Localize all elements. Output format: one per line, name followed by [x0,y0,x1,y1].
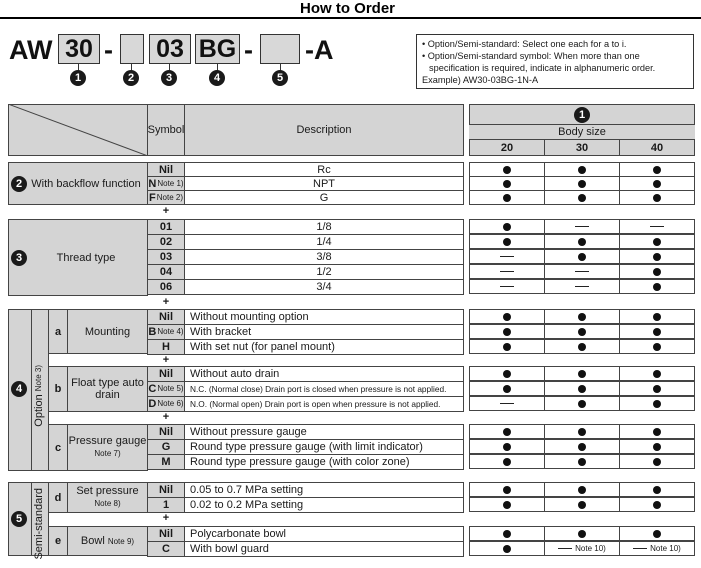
symbol-cell [147,439,185,455]
header-body-size: Body size [469,124,695,140]
symbol-text: Nil [158,426,174,438]
plus-sign: + [162,205,170,217]
available-dot-icon [578,486,586,494]
option-label: Option [33,394,45,427]
availability-cell [544,162,620,177]
availability-cell [544,264,620,279]
dash-note: Note 10) [650,543,681,553]
availability-cell [544,381,620,396]
available-dot-icon [503,385,511,393]
symbol-text: 03 [159,251,173,263]
header-symbol: Symbol [147,104,185,156]
available-dot-icon [503,428,511,436]
available-dot-icon [503,486,511,494]
availability-cell [544,454,620,469]
option-vertical-label [33,365,45,427]
symbol-text: Nil [158,528,174,540]
availability-cell [619,234,695,249]
semi-d-label-cell [67,482,148,513]
marker-3-icon: 3 [161,70,177,86]
note-box [416,34,694,89]
backflow-desc-rc: Rc [184,162,464,177]
symbol-text: H [162,341,170,353]
available-dot-icon [653,486,661,494]
description-cell: 1/8 [184,219,464,235]
symbol-note: Note 2) [156,192,183,202]
description-cell: N.O. (Normal open) Drain port is open when pressure is not applied. [184,396,464,412]
availability-cell [469,339,545,354]
semi-d-label [68,485,147,510]
available-dot-icon [503,223,511,231]
availability-cell [619,176,695,191]
unavailable-dash-icon [633,548,647,549]
availability-cell [544,396,620,411]
availability-cell [619,454,695,469]
availability-cell [469,454,545,469]
available-dot-icon [503,194,511,202]
description-cell: Without mounting option [184,309,464,325]
availability-cell [469,439,545,454]
availability-cell [619,190,695,205]
symbol-cell [147,482,185,498]
semi-e-label-cell [67,526,148,556]
availability-cell [619,482,695,497]
availability-cell [469,497,545,512]
symbol-cell [147,526,185,542]
backflow-desc-npt: NPT [184,176,464,191]
thread-label: Thread type [56,251,116,264]
symbol-cell [147,381,185,397]
description-cell: 3/4 [184,279,464,295]
code-box-1: 30 [58,34,100,64]
unavailable-dash-icon [500,256,514,257]
symbol-cell [147,339,185,355]
available-dot-icon [578,400,586,408]
unavailable-dash-icon [500,286,514,287]
symbol-text: D [148,398,157,410]
symbol-cell [147,454,185,470]
plus-sign: + [162,411,170,423]
available-dot-icon [653,443,661,451]
symbol-note: Note 4) [157,327,184,336]
semi-e-label-note: Note 9) [107,536,135,546]
code-box-2 [120,34,144,64]
available-dot-icon [503,443,511,451]
available-dot-icon [653,313,661,321]
symbol-cell [147,309,185,325]
availability-cell [469,381,545,396]
available-dot-icon [578,443,586,451]
availability-cell [619,309,695,324]
unavailable-dash-icon [558,548,572,549]
description-cell: 1/2 [184,264,464,280]
description-cell: 3/8 [184,249,464,265]
unavailable-dash-icon [500,403,514,404]
availability-cell [619,219,695,234]
dash-note: Note 10) [575,543,606,553]
available-dot-icon [503,501,511,509]
header-size-20: 20 [469,139,545,156]
symbol-note: Note 1) [157,178,184,188]
marker-4-icon-table: 4 [11,381,27,397]
description-cell: Round type pressure gauge (with limit indicator) [184,439,464,455]
availability-cell [544,309,620,324]
availability-cell [619,324,695,339]
option-c-label-text: Pressure gauge [68,435,147,447]
marker-2-icon: 2 [123,70,139,86]
available-dot-icon [503,458,511,466]
available-dot-icon [578,501,586,509]
unavailable-dash-icon [575,271,589,272]
unavailable-dash-icon [650,226,664,227]
availability-cell [619,424,695,439]
symbol-text: Nil [158,484,174,496]
available-dot-icon [578,313,586,321]
symbol-text: 06 [159,281,173,293]
backflow-symbol-nil: Nil [147,162,185,177]
available-dot-icon [578,180,586,188]
symbol-cell [147,264,185,280]
availability-cell [469,234,545,249]
availability-cell [469,396,545,411]
available-dot-icon [503,370,511,378]
marker-1-header-icon: 1 [574,107,590,123]
header-description: Description [184,104,464,156]
option-c-label-note: Note 7) [94,449,121,458]
availability-cell [544,424,620,439]
backflow-symbol-f [147,190,185,205]
description-cell: 1/4 [184,234,464,250]
code-box-3: 03 [149,34,191,64]
marker-1-icon: 1 [70,70,86,86]
code-box-4: BG [195,34,240,64]
description-cell: Round type pressure gauge (with color zone) [184,454,464,470]
availability-cell [619,162,695,177]
description-cell: Without auto drain [184,366,464,382]
option-label-note: Note 3) [34,365,43,392]
symbol-cell [147,366,185,382]
note-line-4: Example) AW30-03BG-1N-A [422,75,539,85]
available-dot-icon [578,166,586,174]
availability-cell [469,309,545,324]
availability-cell [469,249,545,264]
available-dot-icon [653,194,661,202]
symbol-cell [147,424,185,440]
available-dot-icon [503,343,511,351]
availability-cell [469,526,545,541]
available-dot-icon [503,328,511,336]
available-dot-icon [503,545,511,553]
description-cell: With bowl guard [184,541,464,557]
availability-cell [619,439,695,454]
availability-cell [469,176,545,191]
availability-cell [619,264,695,279]
available-dot-icon [653,283,661,291]
available-dot-icon [653,428,661,436]
symbol-cell [147,396,185,412]
availability-cell [619,339,695,354]
unavailable-dash-icon [500,271,514,272]
model-prefix: AW [9,35,53,65]
available-dot-icon [578,194,586,202]
symbol-text: F [149,191,156,204]
note-line-2: • Option/Semi-standard symbol: When more than one [422,51,640,61]
option-b-letter: b [48,366,68,412]
plus-sign: + [162,354,170,366]
header-diagonal [8,104,148,156]
option-c-letter: c [48,424,68,471]
availability-cell [544,497,620,512]
symbol-cell [147,234,185,250]
available-dot-icon [653,530,661,538]
option-a-letter: a [48,309,68,354]
availability-cell [619,249,695,264]
description-cell: With bracket [184,324,464,340]
available-dot-icon [653,328,661,336]
availability-cell [544,482,620,497]
available-dot-icon [578,370,586,378]
marker-2-icon-table: 2 [11,176,27,192]
available-dot-icon [578,385,586,393]
symbol-note: Note 6) [157,399,184,408]
availability-cell [544,541,620,556]
backflow-desc-g: G [184,190,464,205]
symbol-cell [147,324,185,340]
symbol-text: N [148,177,157,190]
availability-cell [544,366,620,381]
availability-cell [469,366,545,381]
available-dot-icon [578,343,586,351]
thread-label-cell [8,219,148,296]
option-a-label: Mounting [67,309,148,354]
description-cell: Polycarbonate bowl [184,526,464,542]
marker-3-icon-table: 3 [11,250,27,266]
plus-sign: + [162,296,170,308]
semi-d-label-text: Set pressure [76,485,139,497]
description-cell: 0.05 to 0.7 MPa setting [184,482,464,498]
availability-cell [619,497,695,512]
availability-cell [544,190,620,205]
available-dot-icon [503,238,511,246]
available-dot-icon [653,400,661,408]
description-cell: N.C. (Normal close) Drain port is closed when pressure is not applied. [184,381,464,397]
note-line-3: specification is required, indicate in alphanumeric order. [429,63,656,73]
available-dot-icon [653,385,661,393]
symbol-note: Note 5) [157,384,184,393]
availability-cell [544,439,620,454]
availability-cell [469,541,545,556]
symbol-text: Nil [158,311,174,323]
availability-cell [469,424,545,439]
availability-cell [544,219,620,234]
code-dash-2: - [244,35,253,65]
available-dot-icon [503,313,511,321]
marker-5-icon-table: 5 [11,511,27,527]
availability-cell [469,482,545,497]
availability-cell [544,339,620,354]
available-dot-icon [653,343,661,351]
model-suffix: -A [305,35,334,65]
availability-cell [619,541,695,556]
note-line-1: • Option/Semi-standard: Select one each for a to i. [422,39,627,49]
availability-cell [544,234,620,249]
backflow-symbol-n [147,176,185,191]
available-dot-icon [578,428,586,436]
plus-sign: + [162,512,170,524]
available-dot-icon [653,501,661,509]
symbol-text: 01 [159,221,173,233]
availability-cell [544,176,620,191]
backflow-label-cell [8,162,148,205]
symbol-text: 02 [159,236,173,248]
availability-cell [469,264,545,279]
available-dot-icon [653,458,661,466]
symbol-cell [147,249,185,265]
description-cell: With set nut (for panel mount) [184,339,464,355]
availability-cell [619,366,695,381]
availability-cell [619,526,695,541]
available-dot-icon [653,268,661,276]
symbol-text: B [148,326,157,338]
description-cell: 0.02 to 0.2 MPa setting [184,497,464,513]
available-dot-icon [503,530,511,538]
symbol-cell [147,219,185,235]
semi-e-letter: e [48,526,68,556]
semi-e-label-text: Bowl [80,534,105,547]
marker-5-icon: 5 [272,70,288,86]
symbol-cell [147,541,185,557]
symbol-text: G [161,441,171,453]
code-dash-1: - [104,35,113,65]
availability-cell [544,324,620,339]
availability-cell [469,219,545,234]
available-dot-icon [653,253,661,261]
symbol-cell [147,279,185,295]
symbol-text: C [162,543,170,555]
available-dot-icon [653,238,661,246]
semi-d-letter: d [48,482,68,513]
availability-cell [544,279,620,294]
availability-cell [619,396,695,411]
availability-cell [544,249,620,264]
availability-cell [469,324,545,339]
available-dot-icon [578,253,586,261]
available-dot-icon [653,370,661,378]
header-size-40: 40 [619,139,695,156]
available-dot-icon [503,166,511,174]
title-rule [0,17,701,19]
availability-cell [469,279,545,294]
option-b-label: Float type auto drain [67,366,148,412]
symbol-text: Nil [158,368,174,380]
available-dot-icon [653,180,661,188]
backflow-label: With backflow function [31,177,141,190]
code-box-5 [260,34,300,64]
available-dot-icon [578,328,586,336]
option-c-label [68,435,147,460]
availability-cell [544,526,620,541]
availability-cell [469,190,545,205]
description-cell: Without pressure gauge [184,424,464,440]
unavailable-dash-icon [575,226,589,227]
semi-vertical-label: Semi-standard [33,488,45,560]
available-dot-icon [503,180,511,188]
available-dot-icon [653,166,661,174]
symbol-cell [147,497,185,513]
marker-4-icon: 4 [209,70,225,86]
semi-e-label [81,535,134,548]
availability-cell [469,162,545,177]
unavailable-dash-icon [575,286,589,287]
availability-cell [619,279,695,294]
available-dot-icon [578,238,586,246]
symbol-text: 04 [159,266,173,278]
availability-cell [619,381,695,396]
available-dot-icon [578,530,586,538]
available-dot-icon [578,458,586,466]
symbol-text: M [161,456,171,468]
semi-d-label-note: Note 8) [94,499,121,508]
symbol-text: C [148,383,157,395]
option-c-label-cell [67,424,148,471]
header-size-30: 30 [544,139,620,156]
symbol-text: 1 [162,499,170,511]
page-title: How to Order [300,0,396,17]
